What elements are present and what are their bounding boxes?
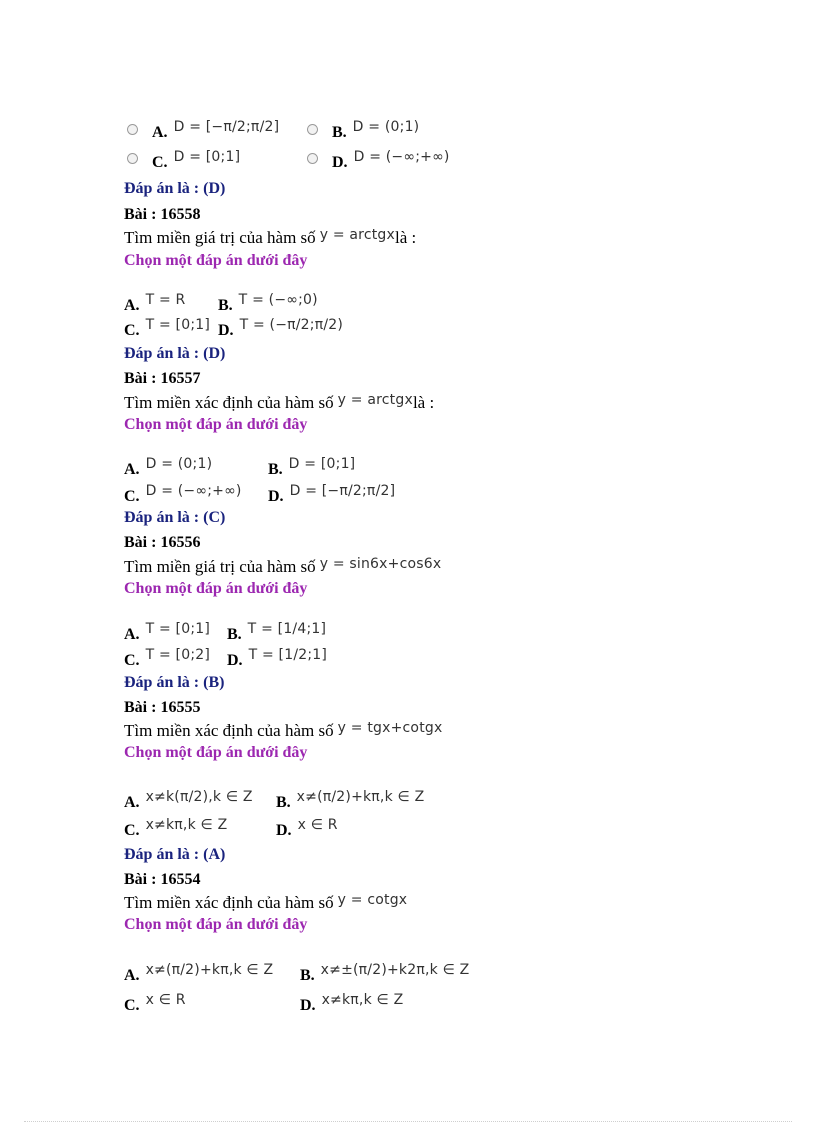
- option-a: [124, 962, 274, 984]
- option-math: T = (−π/2;π/2): [239, 317, 344, 333]
- option-letter: C.: [124, 488, 140, 505]
- option-math: D = (0;1): [352, 119, 420, 135]
- option-letter: A.: [124, 461, 140, 478]
- option-b: [227, 621, 327, 643]
- option-letter: D.: [227, 652, 243, 669]
- radio-option-a[interactable]: [127, 124, 138, 135]
- option-math: T = [1/2;1]: [248, 647, 328, 663]
- choose-prompt: Chọn một đáp án dưới đây: [124, 416, 308, 433]
- option-letter: C.: [124, 322, 140, 339]
- option-math: x ∈ R: [297, 817, 338, 833]
- option-a: [152, 119, 280, 141]
- choose-prompt: Chọn một đáp án dưới đây: [124, 580, 308, 597]
- option-letter: C.: [124, 997, 140, 1014]
- question-formula: y = sin6x+cos6x: [319, 556, 442, 572]
- option-math: T = [1/4;1]: [247, 621, 327, 637]
- problem-question: [124, 228, 416, 248]
- option-d: [227, 647, 328, 669]
- option-letter: D.: [276, 822, 292, 839]
- option-c: [124, 647, 211, 669]
- option-math: x≠k(π/2),k ∈ Z: [145, 789, 253, 805]
- problem-title: Bài : 16555: [124, 699, 201, 716]
- option-math: T = [0;2]: [145, 647, 211, 663]
- question-text: Tìm miền giá trị của hàm số: [124, 557, 316, 576]
- option-math: T = [0;1]: [145, 317, 211, 333]
- option-letter: D.: [300, 997, 316, 1014]
- answer-label: Đáp án là : (C): [124, 509, 226, 526]
- option-d: [276, 817, 338, 839]
- question-formula: y = arctgx: [319, 227, 395, 243]
- option-letter: B.: [218, 297, 233, 314]
- option-math: x≠±(π/2)+k2π,k ∈ Z: [320, 962, 470, 978]
- choose-prompt: Chọn một đáp án dưới đây: [124, 916, 308, 933]
- option-math: T = [0;1]: [145, 621, 211, 637]
- option-a: [124, 292, 186, 314]
- option-c: [152, 149, 241, 171]
- problem-question: [124, 893, 407, 913]
- problem-title: Bài : 16554: [124, 871, 201, 888]
- option-d: [332, 149, 450, 171]
- option-math: D = (0;1): [145, 456, 213, 472]
- page-bottom-divider: [24, 1121, 792, 1122]
- option-letter: B.: [227, 626, 242, 643]
- option-letter: A.: [152, 124, 168, 141]
- option-c: [124, 483, 242, 505]
- option-letter: C.: [124, 652, 140, 669]
- question-text: Tìm miền xác định của hàm số: [124, 721, 334, 740]
- option-math: x≠(π/2)+kπ,k ∈ Z: [145, 962, 274, 978]
- option-math: x≠(π/2)+kπ,k ∈ Z: [296, 789, 425, 805]
- radio-option-c[interactable]: [127, 153, 138, 164]
- option-letter: A.: [124, 297, 140, 314]
- option-a: [124, 621, 211, 643]
- option-math: D = [−π/2;π/2]: [173, 119, 280, 135]
- question-suffix: là :: [395, 228, 417, 247]
- option-a: [124, 456, 213, 478]
- option-b: [276, 789, 425, 811]
- option-letter: D.: [218, 322, 234, 339]
- option-math: T = (−∞;0): [238, 292, 318, 308]
- option-letter: A.: [124, 967, 140, 984]
- option-letter: C.: [124, 822, 140, 839]
- option-letter: D.: [268, 488, 284, 505]
- answer-label: Đáp án là : (A): [124, 846, 226, 863]
- option-math: x≠kπ,k ∈ Z: [145, 817, 228, 833]
- option-d: [218, 317, 344, 339]
- option-b: [332, 119, 420, 141]
- question-formula: y = arctgx: [337, 392, 413, 408]
- problem-question: [124, 721, 442, 741]
- option-d: [268, 483, 396, 505]
- option-c: [124, 817, 228, 839]
- option-c: [124, 992, 186, 1014]
- option-math: x ∈ R: [145, 992, 186, 1008]
- option-letter: C.: [152, 154, 168, 171]
- problem-title: Bài : 16558: [124, 206, 201, 223]
- option-letter: B.: [276, 794, 291, 811]
- answer-label: Đáp án là : (B): [124, 674, 225, 691]
- option-b: [268, 456, 356, 478]
- answer-label: Đáp án là : (D): [124, 345, 226, 362]
- problem-title: Bài : 16557: [124, 370, 201, 387]
- problem-question: [124, 557, 441, 577]
- radio-option-d[interactable]: [307, 153, 318, 164]
- option-letter: B.: [268, 461, 283, 478]
- question-suffix: là :: [412, 393, 435, 412]
- option-letter: D.: [332, 154, 348, 171]
- option-letter: B.: [332, 124, 347, 141]
- option-math: D = [−π/2;π/2]: [289, 483, 396, 499]
- option-math: D = [0;1]: [288, 456, 356, 472]
- question-text: Tìm miền xác định của hàm số: [124, 893, 334, 912]
- option-math: D = (−∞;+∞): [353, 149, 450, 165]
- question-formula: y = cotgx: [337, 892, 408, 908]
- option-letter: A.: [124, 794, 140, 811]
- choose-prompt: Chọn một đáp án dưới đây: [124, 252, 308, 269]
- radio-option-b[interactable]: [307, 124, 318, 135]
- option-letter: B.: [300, 967, 315, 984]
- problem-title: Bài : 16556: [124, 534, 201, 551]
- option-letter: A.: [124, 626, 140, 643]
- option-b: [218, 292, 318, 314]
- problem-question: [124, 393, 434, 413]
- option-math: x≠kπ,k ∈ Z: [321, 992, 404, 1008]
- option-math: D = (−∞;+∞): [145, 483, 242, 499]
- answer-label: Đáp án là : (D): [124, 180, 226, 197]
- question-text: Tìm miền xác định của hàm số: [124, 393, 334, 412]
- option-b: [300, 962, 470, 984]
- option-d: [300, 992, 404, 1014]
- option-c: [124, 317, 211, 339]
- question-text: Tìm miền giá trị của hàm số: [124, 228, 316, 247]
- question-formula: y = tgx+cotgx: [337, 720, 443, 736]
- option-math: D = [0;1]: [173, 149, 241, 165]
- choose-prompt: Chọn một đáp án dưới đây: [124, 744, 308, 761]
- option-math: T = R: [145, 292, 186, 308]
- option-a: [124, 789, 253, 811]
